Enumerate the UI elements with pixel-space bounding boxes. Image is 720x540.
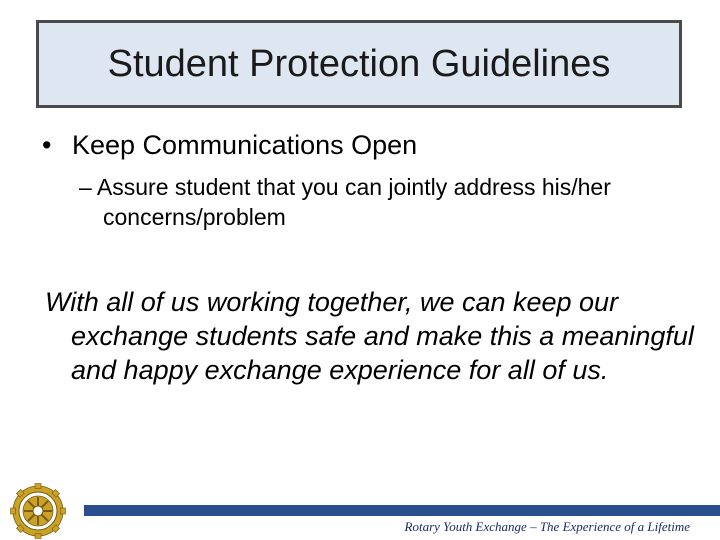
footer-tagline: Rotary Youth Exchange – The Experience of a Lifetime — [404, 519, 690, 534]
bullet-text: Keep Communications Open — [72, 130, 418, 160]
slide-title: Student Protection Guidelines — [107, 42, 611, 85]
sub-bullet-text: – Assure student that you can jointly address his/her concerns/problem — [79, 174, 611, 230]
title-box — [36, 20, 682, 108]
rotary-wheel-icon — [10, 483, 66, 539]
footer-bar — [84, 505, 720, 516]
bullet-item — [42, 130, 417, 161]
closing-statement: With all of us working together, we can keep our exchange students safe and make this a meaningful and happy exchange experience for all of us. — [45, 287, 694, 385]
bullet-marker: • — [42, 130, 52, 160]
